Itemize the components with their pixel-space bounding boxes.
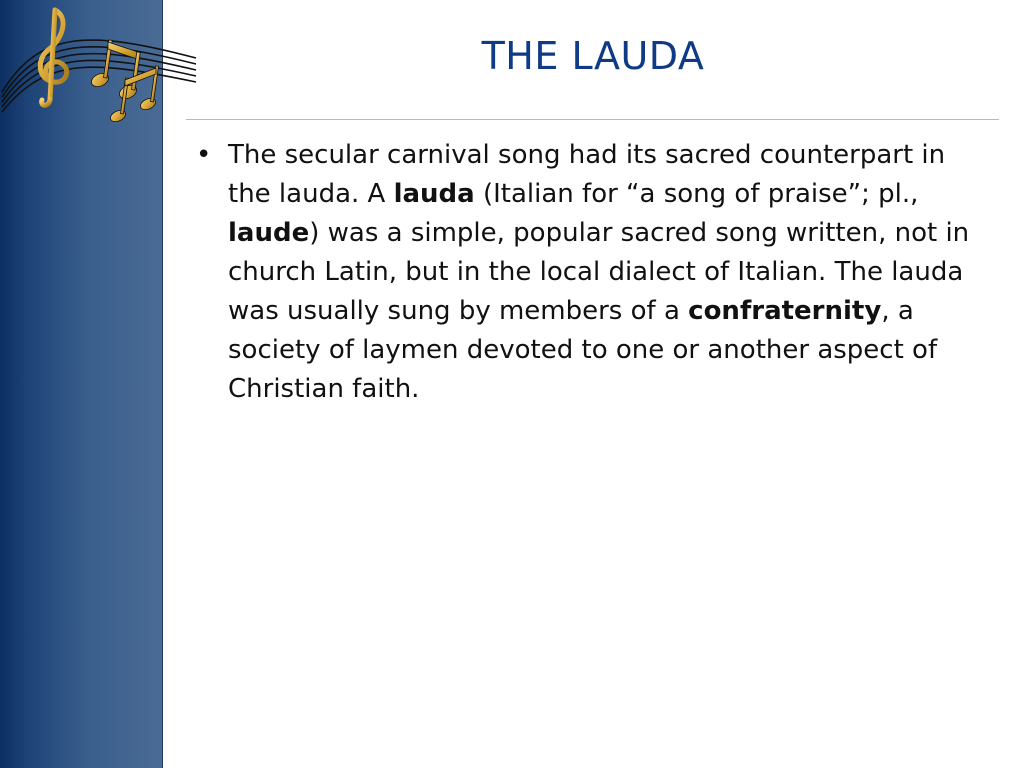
bullet-text-run: The secular carnival song had its sacred counterpart in the lauda. A — [228, 140, 946, 209]
bold-term-confraternity: confraternity — [688, 296, 882, 326]
bold-term-laude: laude — [228, 218, 310, 248]
bullet-text-run: , a society of laymen devoted to one or another aspect of Christian faith. — [228, 296, 938, 404]
music-notes-icon — [0, 0, 200, 130]
bullet-text-run: (Italian for “a song of praise”; pl., — [474, 179, 919, 209]
title-divider — [186, 119, 999, 120]
bullet-text-run: ) was a simple, popular sacred song written, not in church Latin, but in the local dialect of Italian. The lauda was usually sung by members of a — [228, 218, 970, 326]
bullet-icon: • — [196, 140, 212, 170]
bold-term-lauda: lauda — [393, 179, 475, 209]
bullet-item — [190, 136, 990, 409]
bullet-list — [190, 136, 990, 409]
slide-title: THE LAUDA — [481, 34, 705, 78]
